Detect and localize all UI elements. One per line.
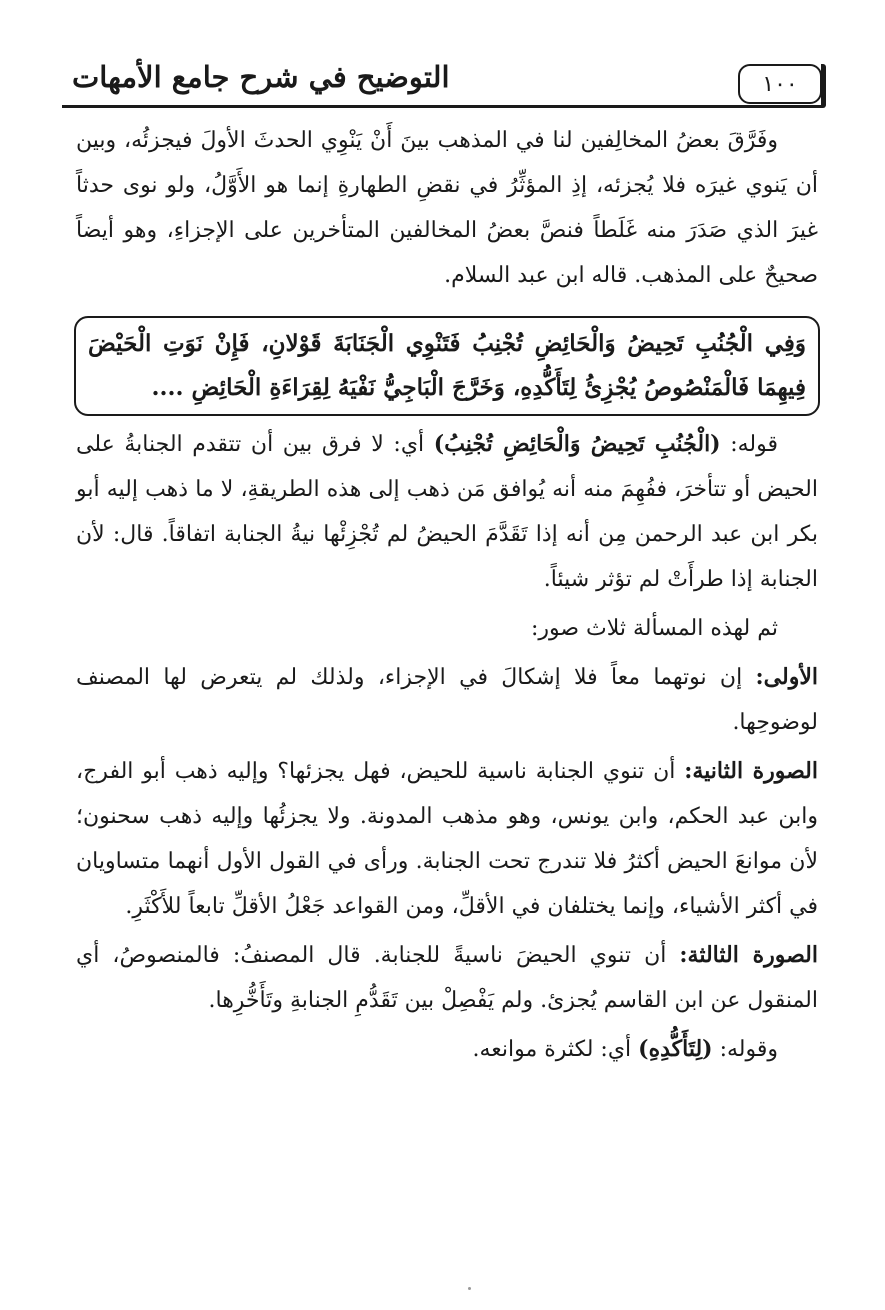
commentary-paragraph-4: [76, 655, 818, 745]
commentary-paragraph-5: [76, 749, 818, 929]
commentary-paragraph-2: [76, 422, 818, 602]
running-title: التوضيح في شرح جامع الأمهات: [72, 60, 450, 94]
quoted-matn: (لِتَأَكُّدِهِ): [638, 1036, 713, 1062]
page-number: ١٠٠: [762, 71, 798, 97]
commentary-paragraph-1: وفَرَّقَ بعضُ المخالِفين لنا في المذهب بينَ أَنْ يَنْوِي الحدثَ الأولَ فيجزئُه، وبين أن يَنوي غيرَه فلا يُجزئه، إذِ المؤثِّرُ في نقضِ الطهارةِ إنما هو الأَوَّلُ، ولو نوى حدثاً غيرَ الذي صَدَرَ منه غَلَطاً فنصَّ بعضُ المخالفين المتأخرين على الإجزاءِ، وهو أيضاً صحيحٌ على المذهب. قاله ابن عبد السلام.: [76, 128, 818, 288]
matn-box: [74, 316, 820, 416]
commentary-paragraph-7: [76, 1027, 818, 1072]
section-label-first: الأولى:: [755, 664, 818, 690]
commentary-paragraph-3: ثم لهذه المسألة ثلاث صور:: [530, 616, 778, 641]
page-number-badge: [738, 64, 822, 104]
quoted-matn: (الْجُنُبِ تَحِيضُ وَالْحَائِضِ تُجْنِبُ): [433, 431, 721, 457]
page-body: [76, 118, 818, 1072]
page-header: [62, 58, 822, 108]
quote-intro: قوله:: [720, 432, 778, 457]
header-rule: [62, 105, 822, 108]
section-label-third: الصورة الثالثة:: [679, 942, 818, 968]
scan-speck: [468, 1287, 471, 1290]
commentary-text: أن تنوي الجنابة ناسية للحيض، فهل يجزئها؟ وإليه ذهب أبو الفرج، وابن عبد الحكم، وابن يونس، وهو مذهب المدونة. ولا يجزئُها وإليه ذهب سحنون؛ لأن موانعَ الحيض أكثرُ فلا تندرج تحت الجنابة. ورأى في القول الأول أنهما متساويان في أكثر الأشياء، وإنما يختلفان في الأقلِّ، ومن القواعد جَعْلُ الأقلِّ تابعاً للأَكْثَرِ.: [76, 759, 818, 919]
matn-text: وَفِي الْجُنُبِ تَحِيضُ وَالْحَائِضِ تُجْنِبُ فَتَنْوِي الْجَنَابَةَ قَوْلانِ، فَإِنْ نَوَتِ الْحَيْضَ فِيهِمَا فَالْمَنْصُوصُ يُجْزِئُ لِتَأَكُّدِهِ، وَخَرَّجَ الْبَاجِيُّ نَفْيَهُ لِقِرَاءَةِ الْحَائِضِ ....: [88, 330, 806, 401]
section-label-second: الصورة الثانية:: [684, 758, 818, 784]
commentary-text: أن تنوي الحيضَ ناسيةً للجنابة. قال المصنفُ: فالمنصوصُ، أي المنقول عن ابن القاسم يُجزئ. ولم يَفْصِلْ بين تَقَدُّمِ الجنابةِ وتَأَخُّرِها.: [76, 943, 818, 1013]
commentary-text: أي: لكثرة موانعه.: [472, 1037, 639, 1062]
commentary-text: إن نوتهما معاً فلا إشكالَ في الإجزاء، ولذلك لم يتعرض لها المصنف لوضوحِها.: [76, 665, 818, 735]
quote-intro: وقوله:: [712, 1037, 778, 1062]
commentary-paragraph-6: [76, 933, 818, 1023]
commentary-text: أي: لا فرق بين أن تتقدم الجنابةُ على الحيض أو تتأخرَ، ففُهِمَ منه أنه يُوافق مَن ذهب إلى هذه الطريقةِ، لا ما ذهب إليه أبو بكر ابن عبد الرحمن مِن أنه إذا تَقَدَّمَ الحيضُ لم تُجْزِئْها نيةُ الجنابة اتفاقاً. قال: لأن الجنابة إذا طرأَتْ لم تؤثر شيئاً.: [76, 432, 818, 592]
